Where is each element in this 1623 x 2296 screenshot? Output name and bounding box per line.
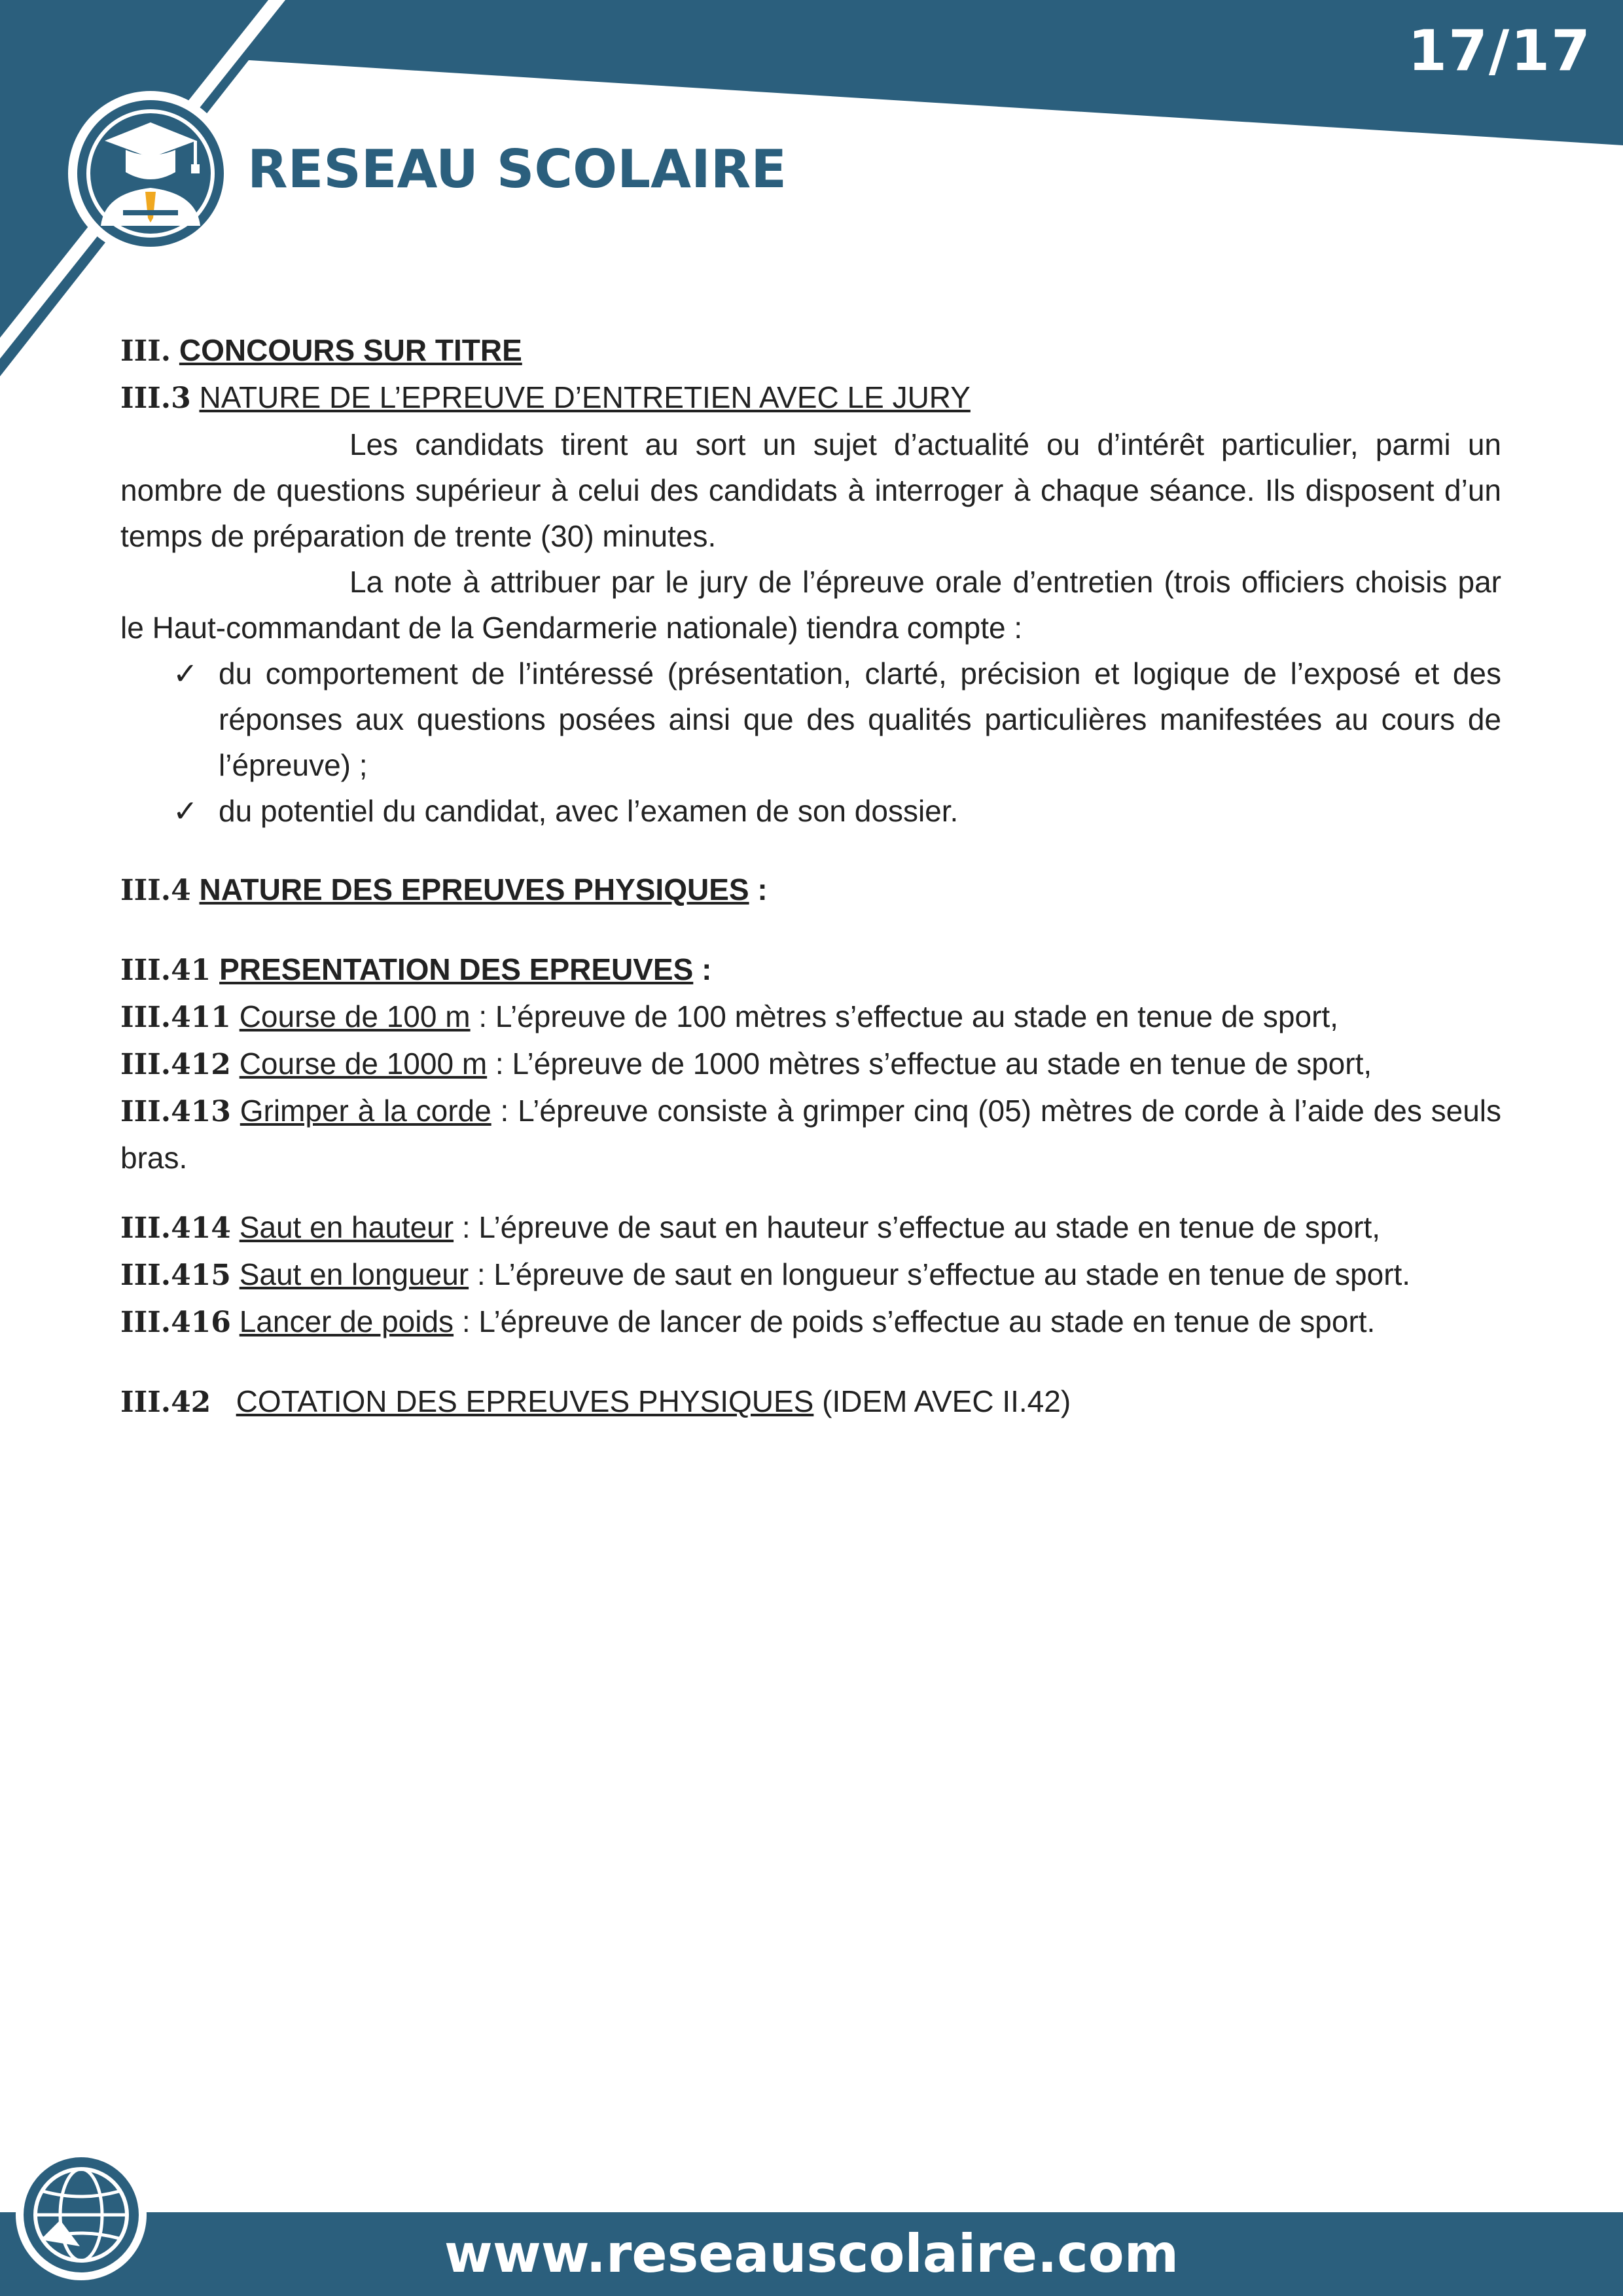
check-icon: ✓ [173,656,198,691]
event-item: III.413 Grimper à la corde : L’épreuve consiste à grimper cinq (05) mètres de corde à l’aide des seuls bras. [120,1094,1502,1175]
event-item: III.411 Course de 100 m : L’épreuve de 100 mètres s’effectue au stade en tenue de sport, [120,999,1338,1034]
paragraph-jury: La note à attribuer par le jury de l’épreuve orale d’entretien (trois officiers choisis par le Haut-commandant de la Gendarmerie nationale) tiendra compte : [120,565,1501,645]
heading-section-iii-42: III.42 COTATION DES EPREUVES PHYSIQUES (IDEM AVEC II.42) [120,1384,1071,1419]
page-number: 17/17 [1408,18,1592,84]
heading-section-iii: III. CONCOURS SUR TITRE [120,333,522,368]
criteria-list [120,651,1501,834]
event-item: III.412 Course de 1000 m : L’épreuve de 1000 mètres s’effectue au stade en tenue de sport, [120,1047,1372,1081]
check-icon: ✓ [173,793,198,829]
heading-section-iii-41: III.41 PRESENTATION DES EPREUVES : [120,952,712,987]
heading-section-iii-4: III.4 NATURE DES EPREUVES PHYSIQUES : [120,872,768,907]
list-item: ✓ du potentiel du candidat, avec l’examen de son dossier. [173,788,1501,834]
paragraph-draw: Les candidats tirent au sort un sujet d’actualité ou d’intérêt particulier, parmi un nombre de questions supérieur à celui des candidats à interroger à chaque séance. Ils disposent d’un temps de préparation de trente (30) minutes. [120,427,1501,553]
footer-url[interactable]: www.reseauscolaire.com [444,2223,1179,2284]
list-item: ✓ du comportement de l’intéressé (présentation, clarté, précision et logique de l’exposé et des réponses aux questions posées ainsi que des qualités particulières manifestées au cours de l’épreuve) ; [173,651,1501,788]
document-body [120,327,1501,1426]
graduate-icon [65,88,236,259]
event-item: III.415 Saut en longueur : L’épreuve de saut en longueur s’effectue au stade en tenue de sport. [120,1257,1411,1292]
heading-section-iii-3: III.3 NATURE DE L’EPREUVE D’ENTRETIEN AVEC LE JURY [120,380,971,415]
globe-icon [14,2148,148,2282]
event-item: III.416 Lancer de poids : L’épreuve de lancer de poids s’effectue au stade en tenue de sport. [120,1304,1376,1339]
event-item: III.414 Saut en hauteur : L’épreuve de saut en hauteur s’effectue au stade en tenue de sport, [120,1210,1381,1245]
brand-title: RESEAU SCOLAIRE [247,139,787,200]
